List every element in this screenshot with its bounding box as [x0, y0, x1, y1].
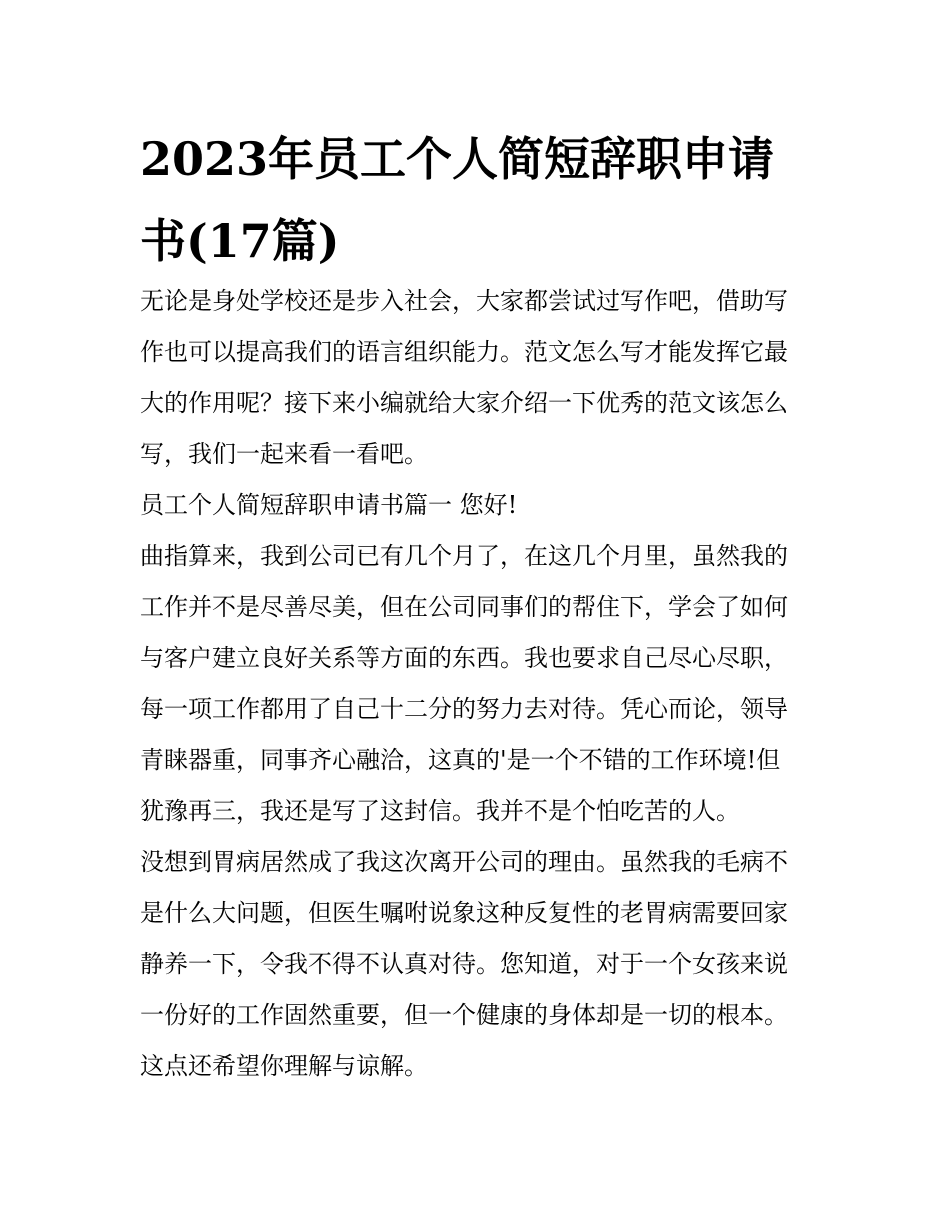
title-line-2: 书(17篇): [140, 214, 340, 268]
body-line: 作也可以提高我们的语言组织能力。范文怎么写才能发挥它最: [140, 338, 788, 366]
body-line: 大的作用呢？接下来小编就给大家介绍一下优秀的范文该怎么: [140, 389, 788, 417]
body-line: 工作并不是尽善尽美，但在公司同事们的帮住下，学会了如何: [140, 593, 788, 621]
body-line: 这点还希望你理解与谅解。: [140, 1052, 428, 1080]
body-line: 曲指算来，我到公司已有几个月了，在这几个月里，虽然我的: [140, 542, 788, 570]
body-line: 是什么大问题，但医生嘱咐说象这种反复性的老胃病需要回家: [140, 899, 788, 927]
body-line: 一份好的工作固然重要，但一个健康的身体却是一切的根本。: [140, 1001, 788, 1029]
body-line: 无论是身处学校还是步入社会，大家都尝试过写作吧，借助写: [140, 287, 788, 315]
body-line: 没想到胃病居然成了我这次离开公司的理由。虽然我的毛病不: [140, 848, 788, 876]
body-line: 青睐器重，同事齐心融洽，这真的'是一个不错的工作环境!但: [140, 746, 781, 774]
section-heading: 员工个人简短辞职申请书篇一 您好!: [140, 491, 518, 519]
document-body: [140, 276, 820, 1092]
body-line: 静养一下，令我不得不认真对待。您知道，对于一个女孩来说: [140, 950, 788, 978]
body-line: 与客户建立良好关系等方面的东西。我也要求自己尽心尽职，: [140, 644, 788, 672]
title-line-1: 2023年员工个人简短辞职申请: [140, 132, 775, 186]
body-line: 犹豫再三，我还是写了这封信。我并不是个怕吃苦的人。: [140, 797, 740, 825]
body-line: 每一项工作都用了自己十二分的努力去对待。凭心而论，领导: [140, 695, 788, 723]
document-title: [140, 118, 820, 282]
body-line: 写，我们一起来看一看吧。: [140, 440, 428, 468]
